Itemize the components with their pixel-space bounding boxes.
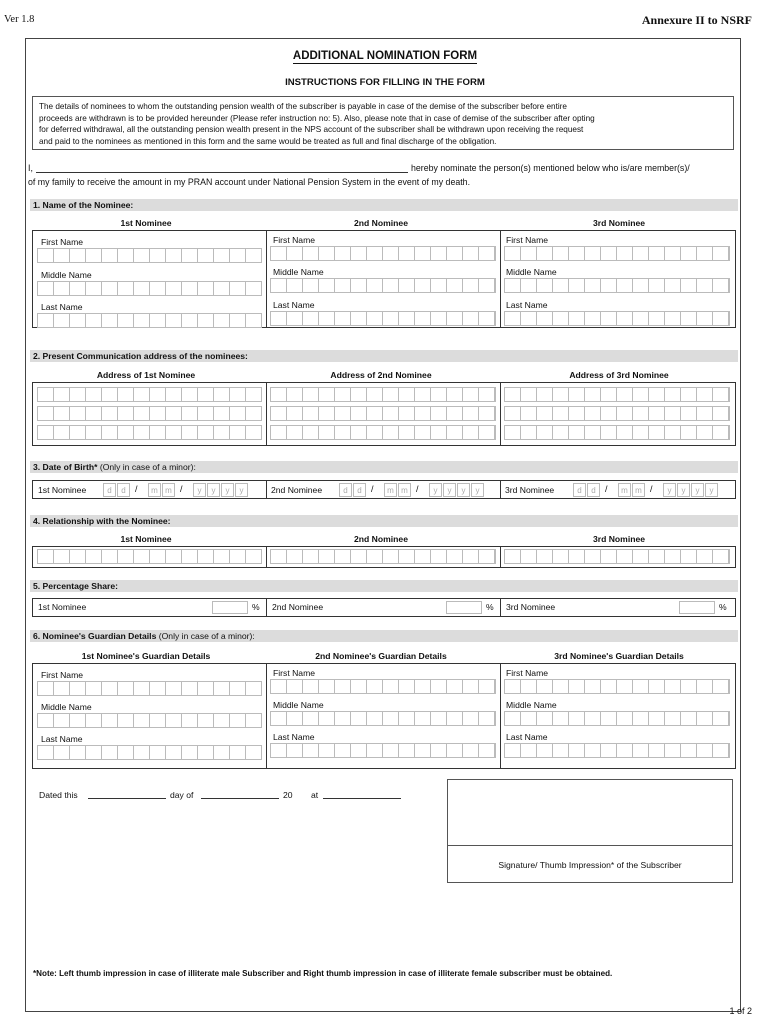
form-title: ADDITIONAL NOMINATION FORM [292, 50, 478, 62]
g3-middle-name-field[interactable] [504, 711, 730, 726]
n2-percentage-label: 2nd Nominee [272, 602, 324, 612]
footer-note: *Note: Left thumb impression in case of illiterate male Subscriber and Right thumb impression in case of illiterate female subscriber must be obtained. [33, 969, 613, 978]
n3-address-line[interactable] [504, 425, 730, 440]
guardian-head-3: 3rd Nominee's Guardian Details [554, 651, 684, 661]
col-head-nominee-3: 3rd Nominee [592, 218, 646, 228]
n1-percentage-field[interactable] [212, 601, 248, 614]
n2-dob-label: 2nd Nominee [271, 485, 323, 495]
n2-middle-name-label: Middle Name [273, 267, 324, 277]
n2-last-name-field[interactable] [270, 311, 496, 326]
instructions-line: The details of nominees to whom the outstanding pension wealth of the subscriber is payable in case of the demise of the subscriber before entire [39, 102, 567, 111]
instructions-line: and paid to the nominees as mentioned in this form and the same would be treated as full and final discharge of the obligation. [39, 136, 497, 146]
g1-last-name-label: Last Name [41, 734, 83, 744]
n2-address-line[interactable] [270, 406, 496, 421]
col-head-nominee-2: 2nd Nominee [354, 218, 408, 228]
declaration-start: I, [28, 163, 33, 173]
section-dob: 3. Date of Birth* (Only in case of a minor): [30, 461, 738, 473]
instructions-line: for deferred withdrawal, all the outstanding pension wealth present in the NPS account of the subscriber shall be withdrawn upon receiving the request [39, 125, 584, 135]
g2-first-name-label: First Name [273, 668, 316, 678]
relationship-head-3: 3rd Nominee [592, 534, 646, 544]
n2-dob[interactable]: 2nd Nominee d d / m m / y y y y [271, 483, 497, 497]
section-address: 2. Present Communication address of the nominees: [30, 350, 738, 362]
section-percentage: 5. Percentage Share: [30, 580, 738, 592]
subscriber-name-line[interactable] [36, 163, 408, 173]
g1-middle-name-field[interactable] [37, 713, 262, 728]
n3-address-line[interactable] [504, 406, 730, 421]
n1-dob[interactable]: 1st Nominee d d / m m / y y y y [38, 483, 264, 497]
g2-first-name-field[interactable] [270, 679, 496, 694]
g2-middle-name-field[interactable] [270, 711, 496, 726]
col-head-nominee-1: 1st Nominee [120, 218, 172, 228]
instructions-title: INSTRUCTIONS FOR FILLING IN THE FORM [285, 77, 485, 88]
g3-first-name-field[interactable] [504, 679, 730, 694]
year-prefix-label: 20 [283, 790, 293, 800]
n1-address-line[interactable] [37, 406, 262, 421]
g3-last-name-field[interactable] [504, 743, 730, 758]
percent-sign: % [719, 602, 727, 612]
address-head-2: Address of 2nd Nominee [330, 370, 432, 380]
place-line[interactable] [323, 789, 401, 799]
g1-middle-name-label: Middle Name [41, 702, 92, 712]
n3-dob-label: 3rd Nominee [505, 485, 555, 495]
n3-first-name-field[interactable] [504, 246, 730, 261]
n2-last-name-label: Last Name [273, 300, 315, 310]
n1-relationship-field[interactable] [37, 549, 262, 564]
g3-last-name-label: Last Name [506, 732, 548, 742]
n1-address-line[interactable] [37, 387, 262, 402]
version-label: Ver 1.8 [4, 14, 35, 25]
guardian-head-2: 2nd Nominee's Guardian Details [315, 651, 447, 661]
date-month-line[interactable] [201, 789, 279, 799]
n3-last-name-field[interactable] [504, 311, 730, 326]
n1-middle-name-field[interactable] [37, 281, 262, 296]
dated-this-label: Dated this [39, 790, 78, 800]
n2-middle-name-field[interactable] [270, 278, 496, 293]
section-nominee-name: 1. Name of the Nominee: [30, 199, 738, 211]
n1-first-name-label: First Name [41, 237, 84, 247]
address-head-1: Address of 1st Nominee [96, 370, 196, 380]
n1-first-name-field[interactable] [37, 248, 262, 263]
g1-first-name-label: First Name [41, 670, 84, 680]
g2-last-name-label: Last Name [273, 732, 315, 742]
n3-address-line[interactable] [504, 387, 730, 402]
n2-address-line[interactable] [270, 425, 496, 440]
declaration-mid: hereby nominate the person(s) mentioned below who is/are member(s)/ [411, 163, 690, 173]
g3-first-name-label: First Name [506, 668, 549, 678]
signature-label: Signature/ Thumb Impression* of the Subscriber [498, 860, 682, 870]
relationship-head-2: 2nd Nominee [354, 534, 408, 544]
n3-first-name-label: First Name [506, 235, 549, 245]
section-guardian: 6. Nominee's Guardian Details (Only in case of a minor): [30, 630, 738, 642]
g1-last-name-field[interactable] [37, 745, 262, 760]
n1-last-name-field[interactable] [37, 313, 262, 328]
relationship-head-1: 1st Nominee [120, 534, 172, 544]
address-head-3: Address of 3rd Nominee [569, 370, 669, 380]
n3-middle-name-field[interactable] [504, 278, 730, 293]
n3-last-name-label: Last Name [506, 300, 548, 310]
instructions-box [32, 96, 734, 150]
percent-sign: % [486, 602, 494, 612]
g1-first-name-field[interactable] [37, 681, 262, 696]
g3-middle-name-label: Middle Name [506, 700, 557, 710]
n3-dob[interactable]: 3rd Nominee d d / m m / y y y y [505, 483, 731, 497]
section-relationship: 4. Relationship with the Nominee: [30, 515, 738, 527]
percentage-box [32, 598, 736, 617]
annexure-label: Annexure II to NSRF [641, 13, 752, 27]
n3-percentage-field[interactable] [679, 601, 715, 614]
at-label: at [311, 790, 319, 800]
n3-percentage-label: 3rd Nominee [506, 602, 556, 612]
n2-first-name-label: First Name [273, 235, 316, 245]
instructions-line: proceeds are withdrawn is to be provided hereunder (Please refer instruction no: 5). Also, please note that in case of demise of the subscriber after opting [39, 113, 595, 123]
n3-middle-name-label: Middle Name [506, 267, 557, 277]
n1-address-line[interactable] [37, 425, 262, 440]
declaration-line2: of my family to receive the amount in my PRAN account under National Pension System in the event of my death. [28, 177, 471, 187]
n1-middle-name-label: Middle Name [41, 270, 92, 280]
n1-percentage-label: 1st Nominee [38, 602, 87, 612]
page-number: 1 of 2 [729, 1006, 752, 1016]
day-of-label: day of [170, 790, 194, 800]
date-day-line[interactable] [88, 789, 166, 799]
guardian-head-1: 1st Nominee's Guardian Details [81, 651, 211, 661]
n1-dob-label: 1st Nominee [38, 485, 87, 495]
n2-percentage-field[interactable] [446, 601, 482, 614]
n1-last-name-label: Last Name [41, 302, 83, 312]
n2-relationship-field[interactable] [270, 549, 496, 564]
percent-sign: % [252, 602, 260, 612]
n2-first-name-field[interactable] [270, 246, 496, 261]
n3-relationship-field[interactable] [504, 549, 730, 564]
g2-last-name-field[interactable] [270, 743, 496, 758]
n2-address-line[interactable] [270, 387, 496, 402]
g2-middle-name-label: Middle Name [273, 700, 324, 710]
